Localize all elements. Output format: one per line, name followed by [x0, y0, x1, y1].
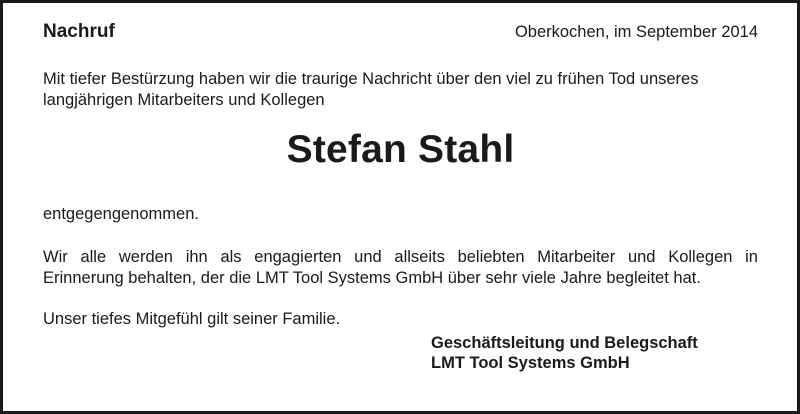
- intro-line-1: Mit tiefer Bestürzung haben wir die traurige Nachricht über den viel zu frühen Tod unseres: [43, 70, 699, 88]
- obituary-content: [43, 21, 758, 330]
- memory-line-1: Wir alle werden ihn als engagierten und allseits beliebten Mitarbeiter und Kollegen in: [43, 248, 758, 266]
- deceased-name: Stefan Stahl: [286, 128, 515, 171]
- intro-line-2: langjährigen Mitarbeiters und Kollegen: [43, 91, 325, 109]
- received-text: entgegengenommen.: [43, 205, 199, 223]
- memory-line-2: Erinnerung behalten, der die LMT Tool Systems GmbH über sehr viele Jahre begleitet hat.: [43, 269, 701, 287]
- header-row: [43, 21, 758, 47]
- memory-paragraph: [43, 247, 758, 289]
- sympathy-text: Unser tiefes Mitgefühl gilt seiner Familie.: [43, 310, 341, 328]
- signature-line-2: LMT Tool Systems GmbH: [431, 354, 630, 372]
- signature-block: [431, 333, 698, 373]
- place-date: Oberkochen, im September 2014: [514, 23, 758, 41]
- notice-title: Nachruf: [43, 21, 115, 42]
- intro-paragraph: [43, 69, 758, 111]
- signature-line-1: Geschäftsleitung und Belegschaft: [431, 334, 698, 352]
